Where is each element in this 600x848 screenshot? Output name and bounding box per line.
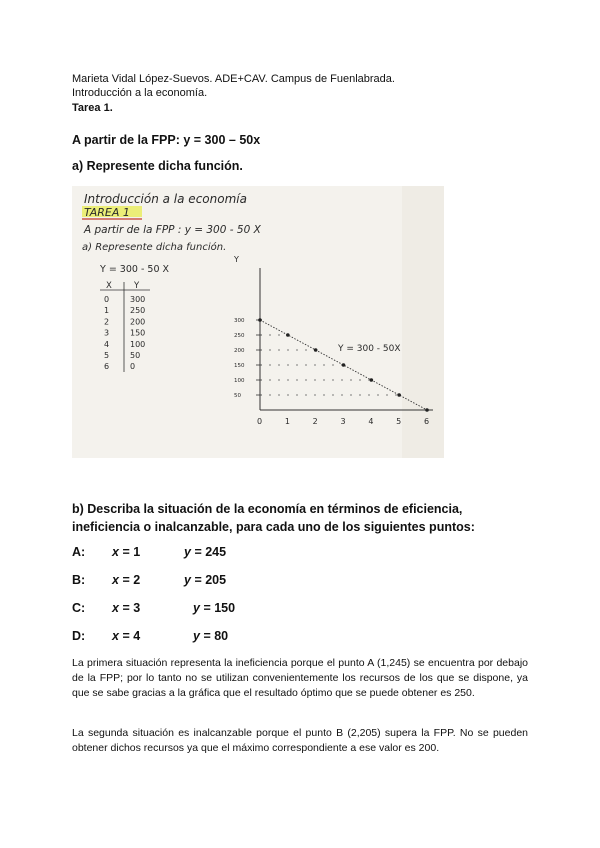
hw-table-x-value: 3	[104, 328, 110, 338]
hw-table-x-value: 1	[104, 306, 110, 316]
x-tick-label: 1	[284, 417, 290, 426]
point-label: B:	[72, 573, 86, 587]
fpp-point	[314, 348, 318, 352]
point-label: A:	[72, 545, 86, 559]
author-line: Marieta Vidal López-Suevos. ADE+CAV. Campus de Fuenlabrada.	[72, 73, 395, 85]
fpp-point	[425, 408, 429, 412]
hw-curve-label: Y = 300 - 50X	[338, 344, 401, 354]
x-tick-label: 0	[257, 417, 263, 426]
hw-y-axis-label: Y	[234, 255, 239, 264]
hw-tarea: TAREA 1	[84, 206, 130, 219]
hw-table-y-value: 300	[130, 295, 146, 304]
x-tick-label: 3	[340, 417, 346, 426]
y-tick-label: 150	[234, 363, 245, 369]
point-d: D: x = 4 y = 80	[72, 629, 229, 643]
x-tick-label: 4	[368, 417, 374, 426]
hw-table-x-value: 4	[104, 339, 110, 349]
hw-statement: A partir de la FPP : y = 300 - 50 X	[84, 224, 261, 236]
course-line: Introducción a la economía.	[72, 87, 208, 99]
y-tick-label: 50	[234, 393, 241, 399]
hw-table-y-value: 200	[130, 317, 146, 327]
point-c: C: x = 3 y = 150	[72, 601, 236, 615]
y-tick-label: 100	[234, 378, 245, 384]
answer-paragraph-a: La primera situación representa la ineficiencia porque el punto A (1,245) se encuentra por debajo de la FPP; por lo tanto no se utilizan convenientemente los recursos de los que se dispone, ya que se sabe gracias a la gráfica que el resultado óptimo que se puede obtener es 250.	[72, 657, 528, 699]
hw-table-x-value: 2	[104, 317, 110, 327]
question-a: a) Represente dicha función.	[72, 159, 243, 173]
hw-table-header-x: X	[106, 281, 112, 291]
hw-table-x-value: 6	[104, 362, 110, 372]
answer-paragraph-b: La segunda situación es inalcanzable porque el punto B (2,205) supera la FPP. No se pueden obtener dichos recursos ya que el máximo correspondiente a ese valor es 200.	[72, 727, 528, 754]
hw-table-y-value: 150	[130, 328, 146, 338]
question-b: b) Describa la situación de la economía en términos de eficiencia, ineficiencia o inalcanzable, para cada uno de los siguientes puntos:	[72, 502, 475, 534]
hw-title: Introducción a la economía	[84, 192, 247, 206]
hw-table-y-value: 250	[130, 306, 146, 316]
fpp-point	[370, 378, 374, 382]
task-label: Tarea 1.	[72, 102, 113, 114]
fpp-point	[258, 318, 262, 322]
hw-table-header-y: Y	[134, 281, 140, 291]
x-tick-label: 5	[396, 417, 402, 426]
fpp-point	[286, 333, 290, 337]
fpp-point	[342, 363, 346, 367]
point-a: A: x = 1 y = 245	[72, 545, 227, 559]
fpp-point	[397, 393, 401, 397]
problem-statement: A partir de la FPP: y = 300 – 50x	[72, 133, 261, 147]
point-b: B: x = 2 y = 205	[72, 573, 227, 587]
y-tick-label: 200	[234, 348, 245, 354]
y-tick-label: 300	[234, 318, 245, 324]
hw-table-y-value: 0	[130, 362, 136, 372]
point-label: D:	[72, 629, 86, 643]
hw-question-a: a) Represente dicha función.	[82, 242, 227, 253]
x-tick-label: 6	[424, 417, 430, 426]
x-tick-label: 2	[312, 417, 318, 426]
hw-table-x-value: 5	[104, 351, 110, 360]
y-tick-label: 250	[234, 333, 245, 339]
hw-table-y-value: 100	[130, 339, 146, 349]
hw-table-title: Y = 300 - 50 X	[100, 264, 170, 275]
point-label: C:	[72, 601, 86, 615]
hw-table-x-value: 0	[104, 295, 110, 304]
handwritten-graph-photo	[72, 186, 444, 458]
hw-table-y-value: 50	[130, 351, 141, 360]
